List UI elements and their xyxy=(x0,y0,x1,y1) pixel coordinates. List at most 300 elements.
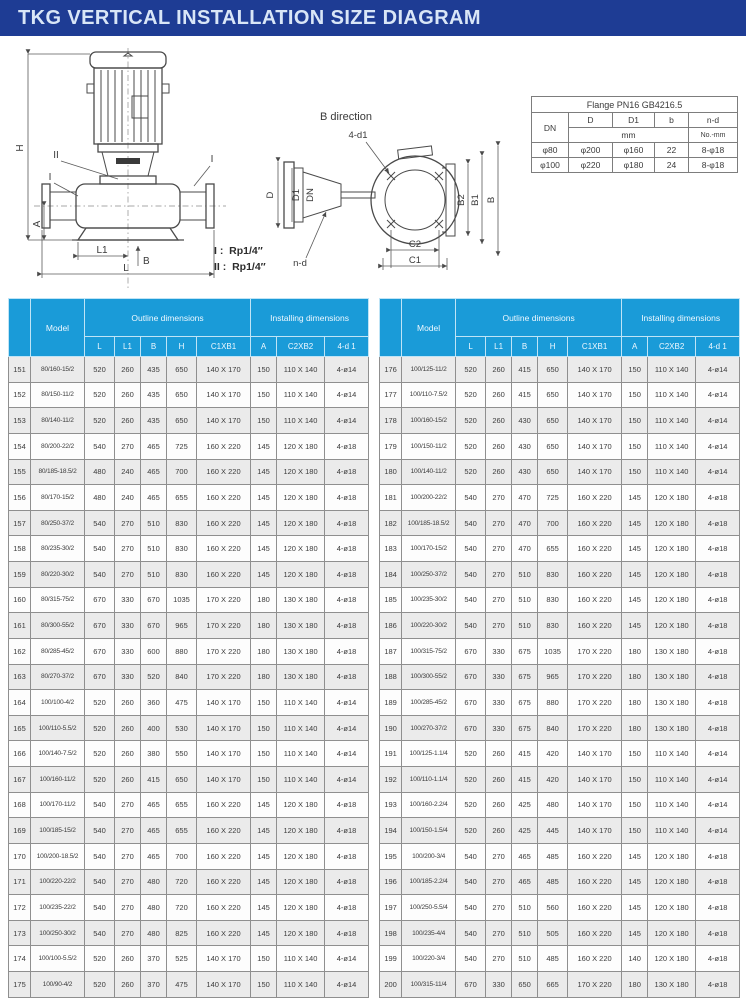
value-cell: 270 xyxy=(115,818,141,844)
value-cell: 830 xyxy=(167,562,197,588)
value-cell: 140 X 170 xyxy=(568,382,622,408)
model-cell: 100/185-15/2 xyxy=(31,818,85,844)
value-cell: 110 X 140 xyxy=(648,741,696,767)
value-cell: 145 xyxy=(251,843,277,869)
col-header-4d1: 4-d 1 xyxy=(696,337,740,357)
value-cell: 270 xyxy=(115,562,141,588)
value-cell: 4-ø18 xyxy=(325,792,369,818)
row-number-cell: 193 xyxy=(380,792,402,818)
dim-label-c1: C1 xyxy=(408,255,422,266)
value-cell: 540 xyxy=(456,920,486,946)
value-cell: 145 xyxy=(251,895,277,921)
value-cell: 260 xyxy=(486,357,512,383)
model-cell: 100/170-11/2 xyxy=(31,792,85,818)
value-cell: 270 xyxy=(115,869,141,895)
value-cell: 670 xyxy=(456,715,486,741)
value-cell: 140 X 170 xyxy=(197,715,251,741)
value-cell: 145 xyxy=(622,510,648,536)
value-cell: 260 xyxy=(486,767,512,793)
col-header-h: H xyxy=(538,337,568,357)
flange-table-title: Flange PN16 GB4216.5 xyxy=(532,97,738,113)
table-row xyxy=(380,408,740,434)
value-cell: 4-ø14 xyxy=(325,382,369,408)
value-cell: 150 xyxy=(251,382,277,408)
value-cell: 140 X 170 xyxy=(568,433,622,459)
value-cell: 540 xyxy=(85,895,115,921)
value-cell: 965 xyxy=(538,664,568,690)
value-cell: 110 X 140 xyxy=(648,408,696,434)
value-cell: 160 X 220 xyxy=(197,433,251,459)
value-cell: 330 xyxy=(486,664,512,690)
value-cell: 120 X 180 xyxy=(648,510,696,536)
model-cell: 100/220-3/4 xyxy=(402,946,456,972)
value-cell: 110 X 140 xyxy=(648,382,696,408)
value-cell: 145 xyxy=(251,433,277,459)
value-cell: 140 X 170 xyxy=(568,741,622,767)
value-cell: 840 xyxy=(538,715,568,741)
value-cell: 110 X 140 xyxy=(277,741,325,767)
value-cell: 4-ø18 xyxy=(696,562,740,588)
row-number-cell: 175 xyxy=(9,972,31,998)
value-cell: 510 xyxy=(512,587,538,613)
value-cell: 140 X 170 xyxy=(197,946,251,972)
row-number-cell: 184 xyxy=(380,562,402,588)
model-cell: 100/185-18.5/2 xyxy=(402,510,456,536)
value-cell: 540 xyxy=(456,587,486,613)
model-cell: 100/250-37/2 xyxy=(402,562,456,588)
value-cell: 170 X 220 xyxy=(568,972,622,998)
value-cell: 145 xyxy=(251,562,277,588)
value-cell: 4-ø14 xyxy=(696,357,740,383)
col-header-h: H xyxy=(167,337,197,357)
value-cell: 140 X 170 xyxy=(568,357,622,383)
label-i-left: I xyxy=(48,172,52,183)
value-cell: 670 xyxy=(141,613,167,639)
page-title-bar xyxy=(0,0,746,36)
value-cell: 140 X 170 xyxy=(197,357,251,383)
model-cell: 100/170-15/2 xyxy=(402,536,456,562)
dim-label-c2: C2 xyxy=(408,239,422,250)
col-header-c1xb1: C1XB1 xyxy=(568,337,622,357)
value-cell: 725 xyxy=(538,485,568,511)
table-row xyxy=(9,792,369,818)
value-cell: 510 xyxy=(512,613,538,639)
value-cell: 145 xyxy=(251,818,277,844)
value-cell: 150 xyxy=(622,382,648,408)
value-cell: 4-ø18 xyxy=(696,843,740,869)
value-cell: 145 xyxy=(622,843,648,869)
value-cell: 120 X 180 xyxy=(648,562,696,588)
value-cell: 700 xyxy=(167,459,197,485)
value-cell: 540 xyxy=(85,536,115,562)
value-cell: 4-ø18 xyxy=(325,613,369,639)
row-number-cell: 200 xyxy=(380,972,402,998)
value-cell: 435 xyxy=(141,357,167,383)
value-cell: 4-ø18 xyxy=(325,459,369,485)
model-cell: 100/250-5.5/4 xyxy=(402,895,456,921)
value-cell: 4-ø18 xyxy=(696,690,740,716)
value-cell: 4-ø18 xyxy=(696,946,740,972)
value-cell: 510 xyxy=(512,895,538,921)
num-col-header xyxy=(380,299,402,357)
value-cell: 510 xyxy=(512,920,538,946)
value-cell: 160 X 220 xyxy=(568,485,622,511)
value-cell: 480 xyxy=(141,895,167,921)
value-cell: 4-ø14 xyxy=(325,690,369,716)
value-cell: 520 xyxy=(85,767,115,793)
value-cell: 4-ø14 xyxy=(696,792,740,818)
value-cell: 650 xyxy=(512,972,538,998)
value-cell: 4-ø18 xyxy=(696,536,740,562)
outline-header: Outline dimensions xyxy=(85,299,251,337)
table-row xyxy=(380,587,740,613)
row-number-cell: 172 xyxy=(9,895,31,921)
value-cell: 145 xyxy=(251,485,277,511)
value-cell: 540 xyxy=(85,843,115,869)
value-cell: 520 xyxy=(85,946,115,972)
col-header-4d1: 4-d 1 xyxy=(325,337,369,357)
value-cell: 145 xyxy=(622,869,648,895)
value-cell: 170 X 220 xyxy=(197,587,251,613)
table-row xyxy=(380,357,740,383)
pump-b-direction-drawing xyxy=(246,100,511,290)
value-cell: 4-ø18 xyxy=(696,715,740,741)
value-cell: 475 xyxy=(167,690,197,716)
value-cell: 4-ø18 xyxy=(325,664,369,690)
row-number-cell: 159 xyxy=(9,562,31,588)
value-cell: 520 xyxy=(456,792,486,818)
value-cell: 260 xyxy=(115,946,141,972)
value-cell: 260 xyxy=(486,459,512,485)
table-row xyxy=(380,741,740,767)
value-cell: 110 X 140 xyxy=(277,946,325,972)
value-cell: 465 xyxy=(141,818,167,844)
value-cell: 170 X 220 xyxy=(197,638,251,664)
flange-unit-mm: mm xyxy=(569,128,689,143)
value-cell: 330 xyxy=(486,715,512,741)
row-number-cell: 160 xyxy=(9,587,31,613)
value-cell: 420 xyxy=(538,767,568,793)
flange-table xyxy=(531,96,738,173)
value-cell: 270 xyxy=(486,485,512,511)
table-row xyxy=(380,638,740,664)
model-cell: 100/140-7.5/2 xyxy=(31,741,85,767)
value-cell: 510 xyxy=(141,562,167,588)
value-cell: 180 xyxy=(622,690,648,716)
value-cell: 435 xyxy=(141,408,167,434)
value-cell: 540 xyxy=(456,895,486,921)
value-cell: 485 xyxy=(538,869,568,895)
table-row xyxy=(380,690,740,716)
value-cell: 270 xyxy=(115,920,141,946)
value-cell: 270 xyxy=(486,536,512,562)
row-number-cell: 168 xyxy=(9,792,31,818)
value-cell: 4-ø14 xyxy=(696,818,740,844)
value-cell: 540 xyxy=(85,510,115,536)
value-cell: 540 xyxy=(85,562,115,588)
row-number-cell: 161 xyxy=(9,613,31,639)
table-row xyxy=(9,946,369,972)
value-cell: 330 xyxy=(115,638,141,664)
table-row xyxy=(9,587,369,613)
value-cell: 120 X 180 xyxy=(277,792,325,818)
value-cell: 160 X 220 xyxy=(197,510,251,536)
value-cell: 150 xyxy=(251,408,277,434)
value-cell: 160 X 220 xyxy=(568,510,622,536)
model-cell: 100/220-22/2 xyxy=(31,869,85,895)
value-cell: 145 xyxy=(251,920,277,946)
value-cell: 675 xyxy=(512,715,538,741)
value-cell: 540 xyxy=(85,792,115,818)
value-cell: 145 xyxy=(622,920,648,946)
value-cell: 670 xyxy=(85,664,115,690)
value-cell: 145 xyxy=(622,562,648,588)
value-cell: 160 X 220 xyxy=(197,895,251,921)
value-cell: 520 xyxy=(85,690,115,716)
label-i-right: I xyxy=(210,154,214,165)
table-row xyxy=(9,843,369,869)
row-number-cell: 179 xyxy=(380,433,402,459)
value-cell: 4-ø18 xyxy=(696,895,740,921)
model-cell: 100/235-30/2 xyxy=(402,587,456,613)
value-cell: 505 xyxy=(538,920,568,946)
value-cell: 830 xyxy=(538,562,568,588)
value-cell: 160 X 220 xyxy=(197,536,251,562)
model-cell: 100/200-3/4 xyxy=(402,843,456,869)
row-number-cell: 191 xyxy=(380,741,402,767)
value-cell: 4-ø18 xyxy=(325,818,369,844)
note-ii: II : Rp1/4″ xyxy=(214,261,266,273)
value-cell: 140 X 170 xyxy=(568,818,622,844)
dim-label-b2: B2 xyxy=(456,194,467,206)
value-cell: 670 xyxy=(85,638,115,664)
model-cell: 100/100-4/2 xyxy=(31,690,85,716)
value-cell: 150 xyxy=(251,690,277,716)
table-row xyxy=(9,664,369,690)
row-number-cell: 155 xyxy=(9,459,31,485)
value-cell: 370 xyxy=(141,946,167,972)
value-cell: 260 xyxy=(115,382,141,408)
value-cell: 485 xyxy=(538,843,568,869)
value-cell: 725 xyxy=(167,433,197,459)
value-cell: 145 xyxy=(622,587,648,613)
model-cell: 100/125-1.1/4 xyxy=(402,741,456,767)
value-cell: 110 X 140 xyxy=(277,715,325,741)
row-number-cell: 176 xyxy=(380,357,402,383)
row-number-cell: 169 xyxy=(9,818,31,844)
dim-label-b: B xyxy=(486,196,497,204)
row-number-cell: 158 xyxy=(9,536,31,562)
value-cell: 670 xyxy=(456,690,486,716)
num-col-header xyxy=(9,299,31,357)
value-cell: 120 X 180 xyxy=(277,459,325,485)
model-cell: 100/110-5.5/2 xyxy=(31,715,85,741)
value-cell: 670 xyxy=(85,613,115,639)
value-cell: 4-ø14 xyxy=(325,357,369,383)
flange-col-nd: n-d xyxy=(689,113,738,128)
value-cell: 480 xyxy=(141,869,167,895)
value-cell: 150 xyxy=(622,767,648,793)
model-cell: 80/220-30/2 xyxy=(31,562,85,588)
value-cell: 670 xyxy=(141,587,167,613)
value-cell: 270 xyxy=(486,869,512,895)
value-cell: 510 xyxy=(512,946,538,972)
table-row xyxy=(380,510,740,536)
value-cell: 520 xyxy=(456,408,486,434)
value-cell: 150 xyxy=(251,357,277,383)
value-cell: 4-ø18 xyxy=(325,843,369,869)
value-cell: 160 X 220 xyxy=(568,843,622,869)
model-cell: 100/235-4/4 xyxy=(402,920,456,946)
table-row xyxy=(380,843,740,869)
value-cell: 140 X 170 xyxy=(568,792,622,818)
value-cell: 415 xyxy=(512,382,538,408)
value-cell: 700 xyxy=(538,510,568,536)
col-header-a: A xyxy=(251,337,277,357)
value-cell: 110 X 140 xyxy=(277,972,325,998)
value-cell: 430 xyxy=(512,459,538,485)
value-cell: 4-ø14 xyxy=(696,433,740,459)
value-cell: 475 xyxy=(167,972,197,998)
value-cell: 425 xyxy=(512,818,538,844)
value-cell: 270 xyxy=(486,613,512,639)
value-cell: 4-ø18 xyxy=(696,485,740,511)
row-number-cell: 154 xyxy=(9,433,31,459)
value-cell: 260 xyxy=(115,715,141,741)
value-cell: 160 X 220 xyxy=(568,895,622,921)
value-cell: 520 xyxy=(456,767,486,793)
col-header-l1: L1 xyxy=(115,337,141,357)
table-row xyxy=(9,741,369,767)
row-number-cell: 165 xyxy=(9,715,31,741)
model-cell: 100/150-11/2 xyxy=(402,433,456,459)
value-cell: 150 xyxy=(622,459,648,485)
value-cell: 480 xyxy=(538,792,568,818)
table-row xyxy=(9,562,369,588)
model-cell: 100/270-37/2 xyxy=(402,715,456,741)
value-cell: 150 xyxy=(622,818,648,844)
value-cell: 675 xyxy=(512,664,538,690)
value-cell: 120 X 180 xyxy=(277,818,325,844)
row-number-cell: 180 xyxy=(380,459,402,485)
value-cell: 4-ø18 xyxy=(325,510,369,536)
model-cell: 80/315-75/2 xyxy=(31,587,85,613)
installing-header: Installing dimensions xyxy=(622,299,740,337)
value-cell: 4-ø18 xyxy=(325,638,369,664)
value-cell: 1035 xyxy=(167,587,197,613)
value-cell: 140 X 170 xyxy=(197,382,251,408)
value-cell: 170 X 220 xyxy=(197,613,251,639)
value-cell: 130 X 180 xyxy=(648,638,696,664)
value-cell: 330 xyxy=(115,587,141,613)
value-cell: 170 X 220 xyxy=(197,664,251,690)
value-cell: 330 xyxy=(486,690,512,716)
value-cell: 270 xyxy=(486,843,512,869)
value-cell: 700 xyxy=(167,843,197,869)
value-cell: 435 xyxy=(141,382,167,408)
table-row xyxy=(9,459,369,485)
value-cell: 520 xyxy=(85,715,115,741)
dim-label-d1: D1 xyxy=(291,188,302,202)
value-cell: 270 xyxy=(486,946,512,972)
table-row xyxy=(380,562,740,588)
value-cell: 140 X 170 xyxy=(197,972,251,998)
value-cell: 4-ø18 xyxy=(696,613,740,639)
model-cell: 80/270-37/2 xyxy=(31,664,85,690)
col-header-b: B xyxy=(512,337,538,357)
value-cell: 160 X 220 xyxy=(197,485,251,511)
value-cell: 4-ø18 xyxy=(325,869,369,895)
value-cell: 160 X 220 xyxy=(197,843,251,869)
model-cell: 80/185-18.5/2 xyxy=(31,459,85,485)
value-cell: 120 X 180 xyxy=(648,869,696,895)
model-cell: 100/315-11/4 xyxy=(402,972,456,998)
value-cell: 260 xyxy=(115,690,141,716)
value-cell: 445 xyxy=(538,818,568,844)
value-cell: 650 xyxy=(538,459,568,485)
value-cell: 420 xyxy=(538,741,568,767)
row-number-cell: 156 xyxy=(9,485,31,511)
value-cell: 180 xyxy=(622,664,648,690)
table-row xyxy=(380,382,740,408)
row-number-cell: 167 xyxy=(9,767,31,793)
row-number-cell: 173 xyxy=(9,920,31,946)
value-cell: 650 xyxy=(167,767,197,793)
value-cell: 270 xyxy=(486,920,512,946)
value-cell: 120 X 180 xyxy=(277,485,325,511)
value-cell: 170 X 220 xyxy=(568,638,622,664)
value-cell: 650 xyxy=(538,433,568,459)
value-cell: 150 xyxy=(622,433,648,459)
value-cell: 675 xyxy=(512,638,538,664)
table-row xyxy=(9,433,369,459)
value-cell: 415 xyxy=(512,767,538,793)
value-cell: 4-ø18 xyxy=(696,972,740,998)
model-cell: 100/200-22/2 xyxy=(402,485,456,511)
value-cell: 130 X 180 xyxy=(648,690,696,716)
value-cell: 520 xyxy=(141,664,167,690)
value-cell: 145 xyxy=(251,459,277,485)
row-number-cell: 166 xyxy=(9,741,31,767)
value-cell: 145 xyxy=(251,510,277,536)
flange-unit-nd: No.-mm xyxy=(689,128,738,143)
value-cell: 130 X 180 xyxy=(648,715,696,741)
value-cell: 270 xyxy=(115,843,141,869)
table-row xyxy=(9,382,369,408)
value-cell: 655 xyxy=(167,485,197,511)
value-cell: 370 xyxy=(141,972,167,998)
value-cell: 480 xyxy=(85,459,115,485)
table-row xyxy=(380,920,740,946)
thread-notes xyxy=(214,243,266,275)
value-cell: 150 xyxy=(622,792,648,818)
value-cell: 145 xyxy=(251,869,277,895)
value-cell: 130 X 180 xyxy=(277,587,325,613)
model-cell: 100/200-18.5/2 xyxy=(31,843,85,869)
table-row xyxy=(9,536,369,562)
value-cell: 120 X 180 xyxy=(277,510,325,536)
table-row xyxy=(380,895,740,921)
model-cell: 100/125-11/2 xyxy=(402,357,456,383)
value-cell: 540 xyxy=(85,433,115,459)
model-cell: 80/300-55/2 xyxy=(31,613,85,639)
value-cell: 110 X 140 xyxy=(277,690,325,716)
value-cell: 120 X 180 xyxy=(277,562,325,588)
model-cell: 100/250-30/2 xyxy=(31,920,85,946)
table-row xyxy=(9,638,369,664)
value-cell: 4-ø18 xyxy=(325,536,369,562)
value-cell: 520 xyxy=(456,382,486,408)
